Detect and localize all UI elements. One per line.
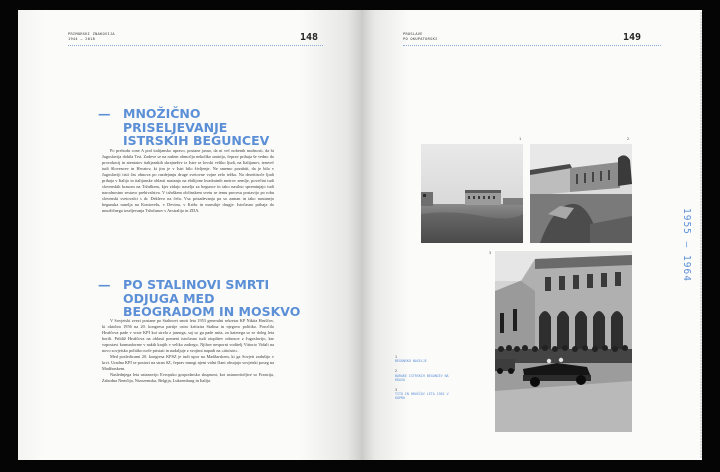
left-page [18,10,361,460]
paragraph: V Sovjetski zvezi postane po Stalinovi smrti leta 1953 generalni sekretar KP Nikita Hruščov, ki oktobra 1956 na 20. kongresu partije ostro kritizira Stalina in njegovo politiko. Poročilo Hruščova pade v vrste KPI kot strela z jasnega, saj so ga pade mita, za katerega so se doleg leta borili. Približ Hruščova na oblasti pomeni istočasno tudi otoplitev odnosov z Jugoslavijo, kar vzpostavi komunforme v nakih krajih v veliko zadrego. Njihov nesporni voditelj Vittorio Vidali na novo sovjetsko politiko noče pristati in nadaljuje z svojimi napadi na »titoiste«. [102,318,274,354]
refugee-settlement-photo [421,144,523,243]
heading-text: PO STALINOVI SMRTI ODJUGA MED BEOGRADOM IN MOSKVO [123,277,301,319]
caption-item [395,369,455,382]
photo-image [495,251,632,432]
book-spread [18,10,702,460]
barracks-photo [530,144,632,243]
paragraph: Naslednjega leta ustanovijo Evropsko gospodarsko skupnost; kot ustanoviteljice so Francija, Zahodna Nemčija, Nizozemska, Belgija, Luksemburg in Italija. [102,372,274,384]
caption-item [395,388,455,401]
caption-number: 2 [395,369,397,374]
section2-body [102,318,274,384]
caption-item [395,355,455,363]
heading-dash: — [98,106,111,121]
photo-captions [395,355,455,407]
vertical-year-range: 1955 — 1964 [681,208,692,282]
paragraph: Med posledicami 20. kongresa KPSZ je tudi upor na Madžarskem, ki ga Sovjeti zadušijo v krvi. Uradna KPI se postavi na stran SZ, čeprav mnogi njeni vidni člani obsojajo sovjetski poseg na Madžarskem. [102,354,274,372]
right-running-header [403,32,438,42]
header-line: 1944 — 2018 [68,37,96,41]
photo-image [421,144,523,243]
caption-text: BEGUNSKO NASELJE [395,359,427,364]
caption-number: 1 [395,355,397,359]
tito-khrushchev-photo [495,251,632,432]
photo-image [530,144,632,243]
page-number-right: 149 [623,32,642,43]
header-line: PO OKUPATORSKI [403,37,438,41]
right-page [361,10,702,460]
header-line: PROSLAVE [403,32,423,36]
page-edge [700,12,702,458]
header-line: PRIMORSKI ZNAKOVIJA [68,32,115,36]
photo-number: 1 [519,137,522,141]
photo-number: 3 [489,251,492,255]
left-running-header [68,32,115,42]
caption-text: TITO IN HRUŠČOV LETA 1961 V KOPRU [395,392,449,401]
heading-dash: — [98,277,111,292]
paragraph: Po prehodu cone A pod italijansko upravo, postane jasno, da ni več nobenih možnosti, da bi Jugoslavija dobila Trst. Zadeve se na našem območju nekoliko umirijo, čeprav prihaja še vedno do provokacij in atentatov italijanskih skrajnežev iz Istre se lovski veliko ljudi, na Italijanov, temveč tudi Slovencev in Hrvatov, ki jim je v Istri bilo življenje. Ne smemo pozabiti, da je bila v Jugoslaviji tisti čas obnova po razdejanju druge svetovne vojne zelo težka. Na desettisoče ljudi prihaja v Italijo in italijanske oblasti nastanjo na ebilijone kvadratnih metrov zemlje, povečini tudi slovenskih krasom na Tržaškem, kjer zidajo naselja za begunce in tako nasilno spreminjajo tudi narodnostno sestavo prebivalstva. V tržaškem občinskem svetu se temu procesu postavijo po robu slovenski svetovalci s dr. Deklevo na čelu. Vsa prizadevanja pa so zaman in tako nastanejo begunska naselja na Kontovelu, v Devinu, v Križu in marsikje drugje. Istočasno prihaja do množičnega izseljevanja Tržačanov v Avstralijo in ZDA. [102,148,274,214]
caption-text: BARAKE ISTRSKIH BEGUNCEV NA KRASU [395,373,449,382]
photo-number: 2 [627,137,630,141]
header-rule [403,45,661,46]
section1-body [102,148,274,214]
header-rule [68,45,323,46]
caption-number: 3 [395,388,397,393]
heading-text: MNOŽIČNO PRISELJEVANJE ISTRSKIH BEGUNCEV [123,106,270,148]
page-number-left: 148 [300,32,319,43]
